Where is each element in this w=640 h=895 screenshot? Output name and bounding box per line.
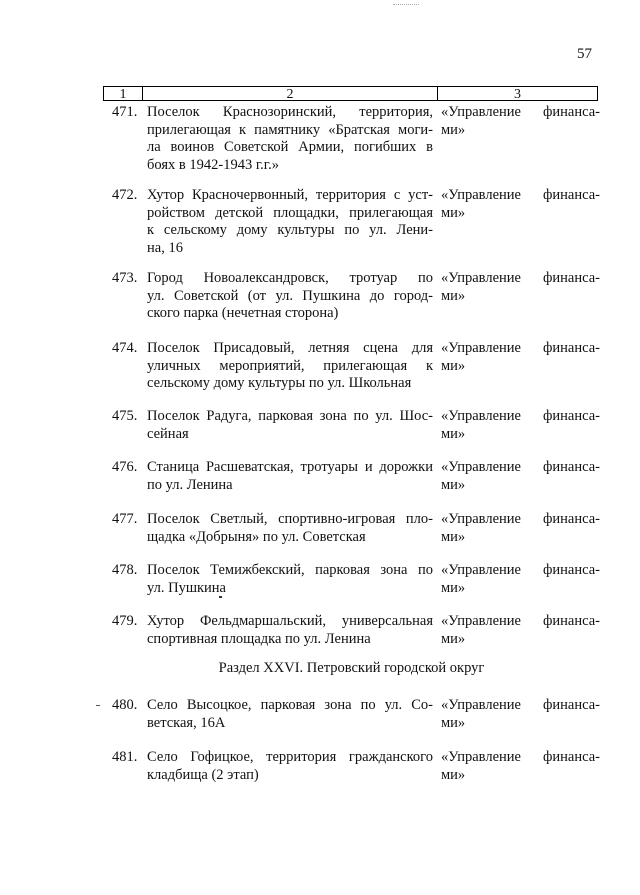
responsible-line: «Управление финанса- bbox=[441, 270, 600, 286]
row-number: 476. bbox=[112, 459, 138, 475]
row-number: 471. bbox=[112, 104, 138, 120]
description-line: Поселок Светлый, спортивно-игровая пло- bbox=[147, 511, 433, 527]
description-line: Поселок Радуга, парковая зона по ул. Шос- bbox=[147, 408, 433, 424]
row-responsible bbox=[441, 613, 600, 648]
description-line: ла воинов Советской Армии, погибших в bbox=[147, 139, 433, 155]
row-number: 480. bbox=[112, 697, 138, 713]
description-line: Поселок Краснозоринский, территория, bbox=[147, 104, 433, 120]
scan-speck bbox=[219, 596, 222, 598]
description-line: к сельскому дому культуры по ул. Лени- bbox=[147, 222, 433, 238]
row-description bbox=[147, 459, 433, 494]
description-line: Поселок Темижбекский, парковая зона по bbox=[147, 562, 433, 578]
responsible-line: «Управление финанса- bbox=[441, 562, 600, 578]
description-line: ветская, 16А bbox=[147, 714, 226, 731]
responsible-line: ми» bbox=[441, 528, 466, 545]
row-responsible bbox=[441, 459, 600, 494]
description-line: Хутор Красночервонный, территория с уст- bbox=[147, 187, 433, 203]
responsible-line: ми» bbox=[441, 476, 466, 493]
responsible-line: ми» bbox=[441, 630, 466, 647]
row-number: 473. bbox=[112, 270, 138, 286]
row-description bbox=[147, 749, 433, 784]
description-line: сельскому дому культуры по ул. Школьная bbox=[147, 375, 412, 391]
row-number: 472. bbox=[112, 187, 138, 203]
row-responsible bbox=[441, 340, 600, 375]
row-number: 481. bbox=[112, 749, 138, 765]
description-line: Село Высоцкое, парковая зона по ул. Со- bbox=[147, 697, 433, 713]
responsible-line: «Управление финанса- bbox=[441, 340, 600, 356]
responsible-line: ми» bbox=[441, 121, 466, 138]
row-responsible bbox=[441, 749, 600, 784]
section-heading: Раздел XXVI. Петровский городской округ bbox=[218, 660, 485, 676]
description-line: Станица Расшеватская, тротуары и дорожки bbox=[147, 459, 433, 475]
row-number: 475. bbox=[112, 408, 138, 424]
responsible-line: «Управление финанса- bbox=[441, 104, 600, 120]
description-line: ского парка (нечетная сторона) bbox=[147, 305, 339, 321]
description-line: ройством детской площадки, прилегающая bbox=[147, 204, 433, 221]
row-number: 477. bbox=[112, 511, 138, 527]
row-number: 474. bbox=[112, 340, 138, 356]
row-description bbox=[147, 340, 433, 393]
description-line: боях в 1942-1943 г.г.» bbox=[147, 156, 279, 173]
row-description bbox=[147, 270, 433, 323]
responsible-line: «Управление финанса- bbox=[441, 697, 600, 713]
responsible-line: «Управление финанса- bbox=[441, 459, 600, 475]
table-header-col1: 1 bbox=[104, 87, 143, 100]
responsible-line: ми» bbox=[441, 579, 466, 596]
row-responsible bbox=[441, 697, 600, 732]
row-responsible bbox=[441, 104, 600, 139]
description-line: ул. Пушкина bbox=[147, 579, 226, 596]
description-line: на, 16 bbox=[147, 239, 183, 256]
table-header-row bbox=[103, 86, 598, 101]
responsible-line: «Управление финанса- bbox=[441, 408, 600, 424]
responsible-line: «Управление финанса- bbox=[441, 749, 600, 765]
row-description bbox=[147, 562, 433, 597]
description-line: сейная bbox=[147, 425, 189, 442]
responsible-line: ми» bbox=[441, 714, 466, 731]
description-line: по ул. Ленина bbox=[147, 476, 233, 493]
row-responsible bbox=[441, 562, 600, 597]
responsible-line: ми» bbox=[441, 766, 466, 783]
row-responsible bbox=[441, 408, 600, 443]
table-header-col3: 3 bbox=[514, 87, 521, 102]
row-description bbox=[147, 408, 433, 443]
responsible-line: ми» bbox=[441, 287, 466, 304]
description-line: кладбища (2 этап) bbox=[147, 766, 259, 783]
row-number: 478. bbox=[112, 562, 138, 578]
scan-mark bbox=[393, 4, 419, 6]
row-description bbox=[147, 613, 433, 648]
row-responsible bbox=[441, 511, 600, 546]
row-description bbox=[147, 187, 433, 257]
page-number: 57 bbox=[577, 46, 592, 62]
row-description bbox=[147, 104, 433, 174]
description-line: Поселок Присадовый, летняя сцена для bbox=[147, 340, 433, 356]
responsible-line: ми» bbox=[441, 357, 466, 374]
description-line: Хутор Фельдмаршальский, универсальная bbox=[147, 613, 433, 629]
row-number: 479. bbox=[112, 613, 138, 629]
responsible-line: ми» bbox=[441, 204, 466, 221]
responsible-line: «Управление финанса- bbox=[441, 613, 600, 629]
description-line: прилегающая к памятнику «Братская моги- bbox=[147, 121, 433, 138]
row-responsible bbox=[441, 187, 600, 222]
description-line: Город Новоалександровск, тротуар по bbox=[147, 270, 433, 286]
description-line: Село Гофицкое, территория гражданского bbox=[147, 749, 433, 765]
row-description bbox=[147, 511, 433, 546]
description-line: спортивная площадка по ул. Ленина bbox=[147, 630, 371, 647]
row-responsible bbox=[441, 270, 600, 305]
table-header-col2: 2 bbox=[143, 87, 438, 100]
margin-mark bbox=[96, 705, 100, 706]
description-line: ул. Советской (от ул. Пушкина до город- bbox=[147, 287, 433, 304]
responsible-line: ми» bbox=[441, 425, 466, 442]
responsible-line: «Управление финанса- bbox=[441, 511, 600, 527]
description-line: уличных мероприятий, прилегающая к bbox=[147, 357, 433, 374]
row-description bbox=[147, 697, 433, 732]
responsible-line: «Управление финанса- bbox=[441, 187, 600, 203]
description-line: щадка «Добрыня» по ул. Советская bbox=[147, 528, 366, 545]
